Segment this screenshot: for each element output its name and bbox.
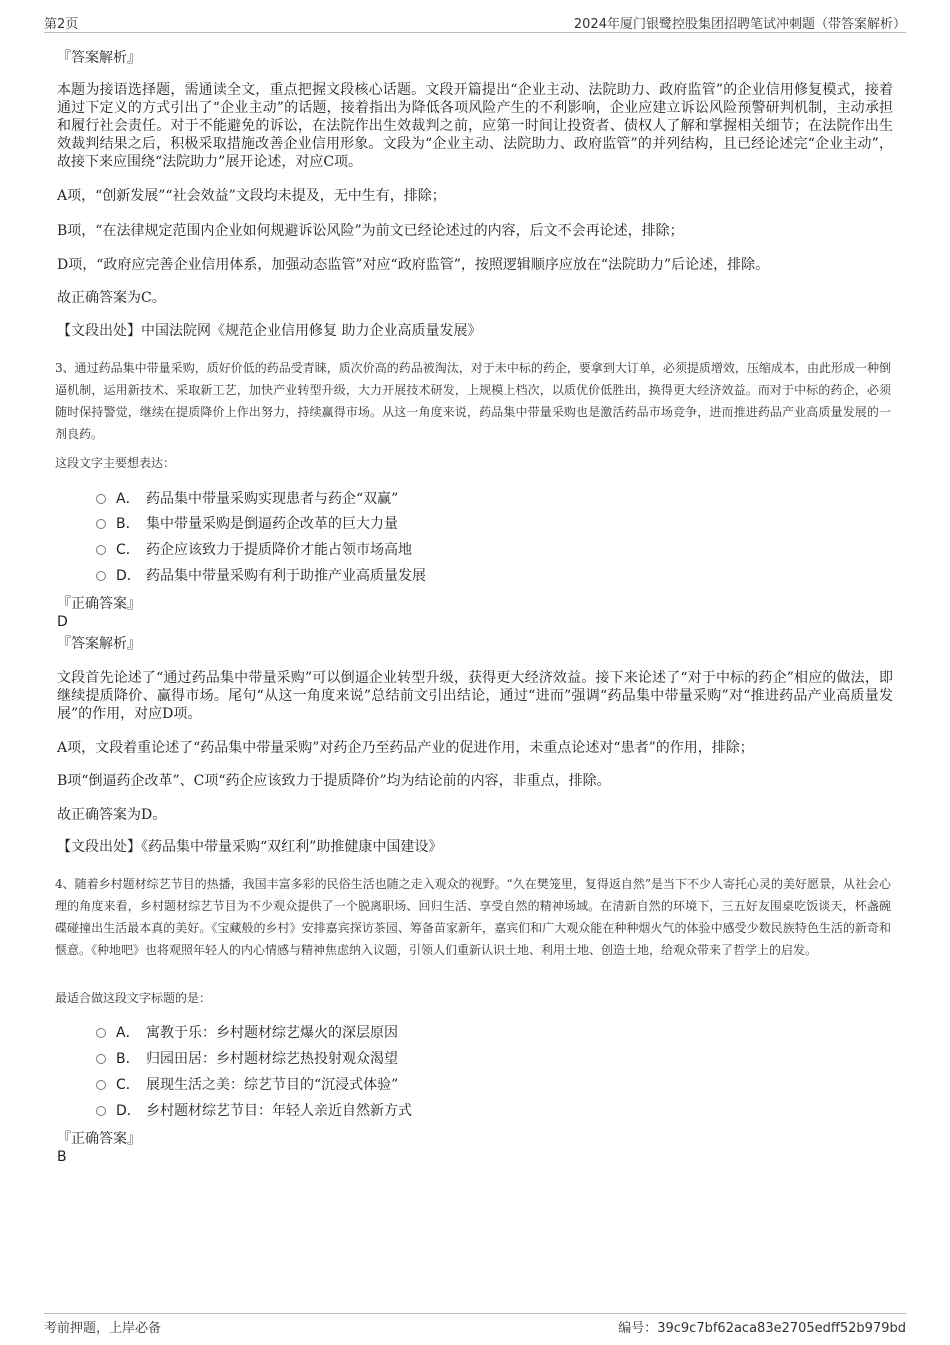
analysis-paragraph: D项，“政府应完善企业信用体系，加强动态监管”对应“政府监管”，按照逻辑顺序应放在“法院助力”后论述，排除。	[57, 257, 770, 273]
option-a[interactable]: A． 寓教于乐：乡村题材综艺爆火的深层原因	[96, 1023, 398, 1043]
option-c[interactable]: C． 展现生活之美：综艺节目的“沉浸式体验”	[96, 1075, 398, 1095]
analysis-conclusion: 故正确答案为C。	[57, 290, 166, 306]
option-b[interactable]: B． 集中带量采购是倒逼药企改革的巨大力量	[96, 514, 398, 534]
document-title: 2024年厦门银鹭控股集团招聘笔试冲刺题（带答案解析）	[573, 17, 906, 32]
analysis-paragraph: B项“倒逼药企改革”、C项“药企应该致力于提质降价”均为结论前的内容，非重点，排除。	[57, 773, 611, 789]
analysis-label: 『答案解析』	[57, 636, 141, 652]
analysis-label: 『答案解析』	[57, 50, 141, 66]
option-c[interactable]: C． 药企应该致力于提质降价才能占领市场高地	[96, 540, 412, 560]
radio-button[interactable]	[96, 1080, 106, 1090]
page-number: 第2页	[44, 17, 79, 32]
question-prompt: 这段文字主要想表达：	[55, 456, 176, 470]
radio-button[interactable]	[96, 571, 106, 581]
correct-answer-label: 『正确答案』	[57, 1131, 141, 1147]
radio-button[interactable]	[96, 1054, 106, 1064]
correct-answer: D	[57, 614, 68, 630]
option-d[interactable]: D． 乡村题材综艺节目：年轻人亲近自然新方式	[96, 1101, 412, 1121]
question-text: 3、通过药品集中带量采购，质好价低的药品受青睐，质次价高的药品被淘汰，对于未中标的药企，要拿到大订单，必须提质增效，压缩成本，由此形成一种倒逼机制，运用新技术、采取新工艺，加快产业转型升级，大力开展技术研发，上规模上档次，以质优价低胜出，换得更大经济效益。而对于中标的药企，必须随时保持警觉，继续在提质降价上作出努力，持续赢得市场。从这一角度来说，药品集中带量采购也是激活药品市场竞争，进而推进药品产业高质量发展的一剂良药。	[55, 361, 891, 441]
source-citation: 【文段出处】中国法院网《规范企业信用修复 助力企业高质量发展》	[57, 323, 482, 339]
source-citation: 【文段出处】《药品集中带量采购“双红利”助推健康中国建设》	[57, 839, 443, 855]
radio-button[interactable]	[96, 494, 106, 504]
question-prompt: 最适合做这段文字标题的是：	[55, 991, 212, 1005]
document-code: 编号：39c9c7bf62aca83e2705edff52b979bd	[618, 1321, 906, 1336]
radio-button[interactable]	[96, 519, 106, 529]
radio-button[interactable]	[96, 1028, 106, 1038]
question-text: 4、随着乡村题材综艺节目的热播，我国丰富多彩的民俗生活也随之走入观众的视野。“久在樊笼里，复得返自然”是当下不少人寄托心灵的美好愿景，从社会心理的角度来看，乡村题材综艺节目为不少观众提供了一个脱离职场、回归生活、享受自然的精神场域。在清新自然的环境下，三五好友围桌吃饭谈天，杯盏碗碟碰撞出生活最本真的美好。《宝藏般的乡村》安排嘉宾探访茶园、筹备苗家新年，嘉宾们和广大观众能在种种烟火气的体验中感受少数民族特色生活的新奇和惬意。《种地吧》也将观照年轻人的内心情感与精神焦虑纳入议题，引领人们重新认识土地、利用土地、创造土地，给观众带来了哲学上的启发。	[55, 877, 891, 957]
analysis-paragraph: A项，“创新发展”“社会效益”文段均未提及，无中生有，排除；	[57, 188, 446, 204]
correct-answer: B	[57, 1149, 67, 1165]
correct-answer-label: 『正确答案』	[57, 596, 141, 612]
analysis-paragraph: B项，“在法律规定范围内企业如何规避诉讼风险”为前文已经论述过的内容，后文不会再论述，排除；	[57, 223, 684, 239]
page-footer	[44, 1313, 906, 1336]
analysis-paragraph: A项，文段着重论述了“药品集中带量采购”对药企乃至药品产业的促进作用，未重点论述对“患者”的作用，排除；	[57, 740, 754, 756]
option-a[interactable]: A． 药品集中带量采购实现患者与药企“双赢”	[96, 489, 398, 509]
option-b[interactable]: B． 归园田居：乡村题材综艺热投射观众渴望	[96, 1049, 398, 1069]
footer-slogan: 考前押题，上岸必备	[44, 1321, 162, 1336]
option-d[interactable]: D． 药品集中带量采购有利于助推产业高质量发展	[96, 566, 426, 586]
analysis-paragraph: 文段首先论述了“通过药品集中带量采购”可以倒逼企业转型升级，获得更大经济效益。接下来论述了“对于中标的药企”相应的做法，即继续提质降价、赢得市场。尾句“从这一角度来说”总结前文引出结论，通过“进而”强调“药品集中带量采购”对“推进药品产业高质量发展”的作用，对应D项。	[57, 670, 893, 722]
analysis-conclusion: 故正确答案为D。	[57, 807, 167, 823]
analysis-paragraph: 本题为接语选择题，需通读全文，重点把握文段核心话题。文段开篇提出“企业主动、法院助力、政府监管”的企业信用修复模式，接着通过下定义的方式引出了“企业主动”的话题，接着指出为降低各项风险产生的不利影响，企业应建立诉讼风险预警研判机制，主动承担和履行社会责任。对于不能避免的诉讼，在法院作出生效裁判之前，应第一时间让投资者、债权人了解和掌握相关细节；在法院作出生效裁判结果之后，积极采取措施改善企业信用形象。文段为“企业主动、法院助力、政府监管”的并列结构，且已经论述完“企业主动”，故接下来应围绕“法院助力”展开论述，对应C项。	[57, 82, 893, 170]
page-header	[44, 13, 906, 33]
radio-button[interactable]	[96, 545, 106, 555]
radio-button[interactable]	[96, 1106, 106, 1116]
